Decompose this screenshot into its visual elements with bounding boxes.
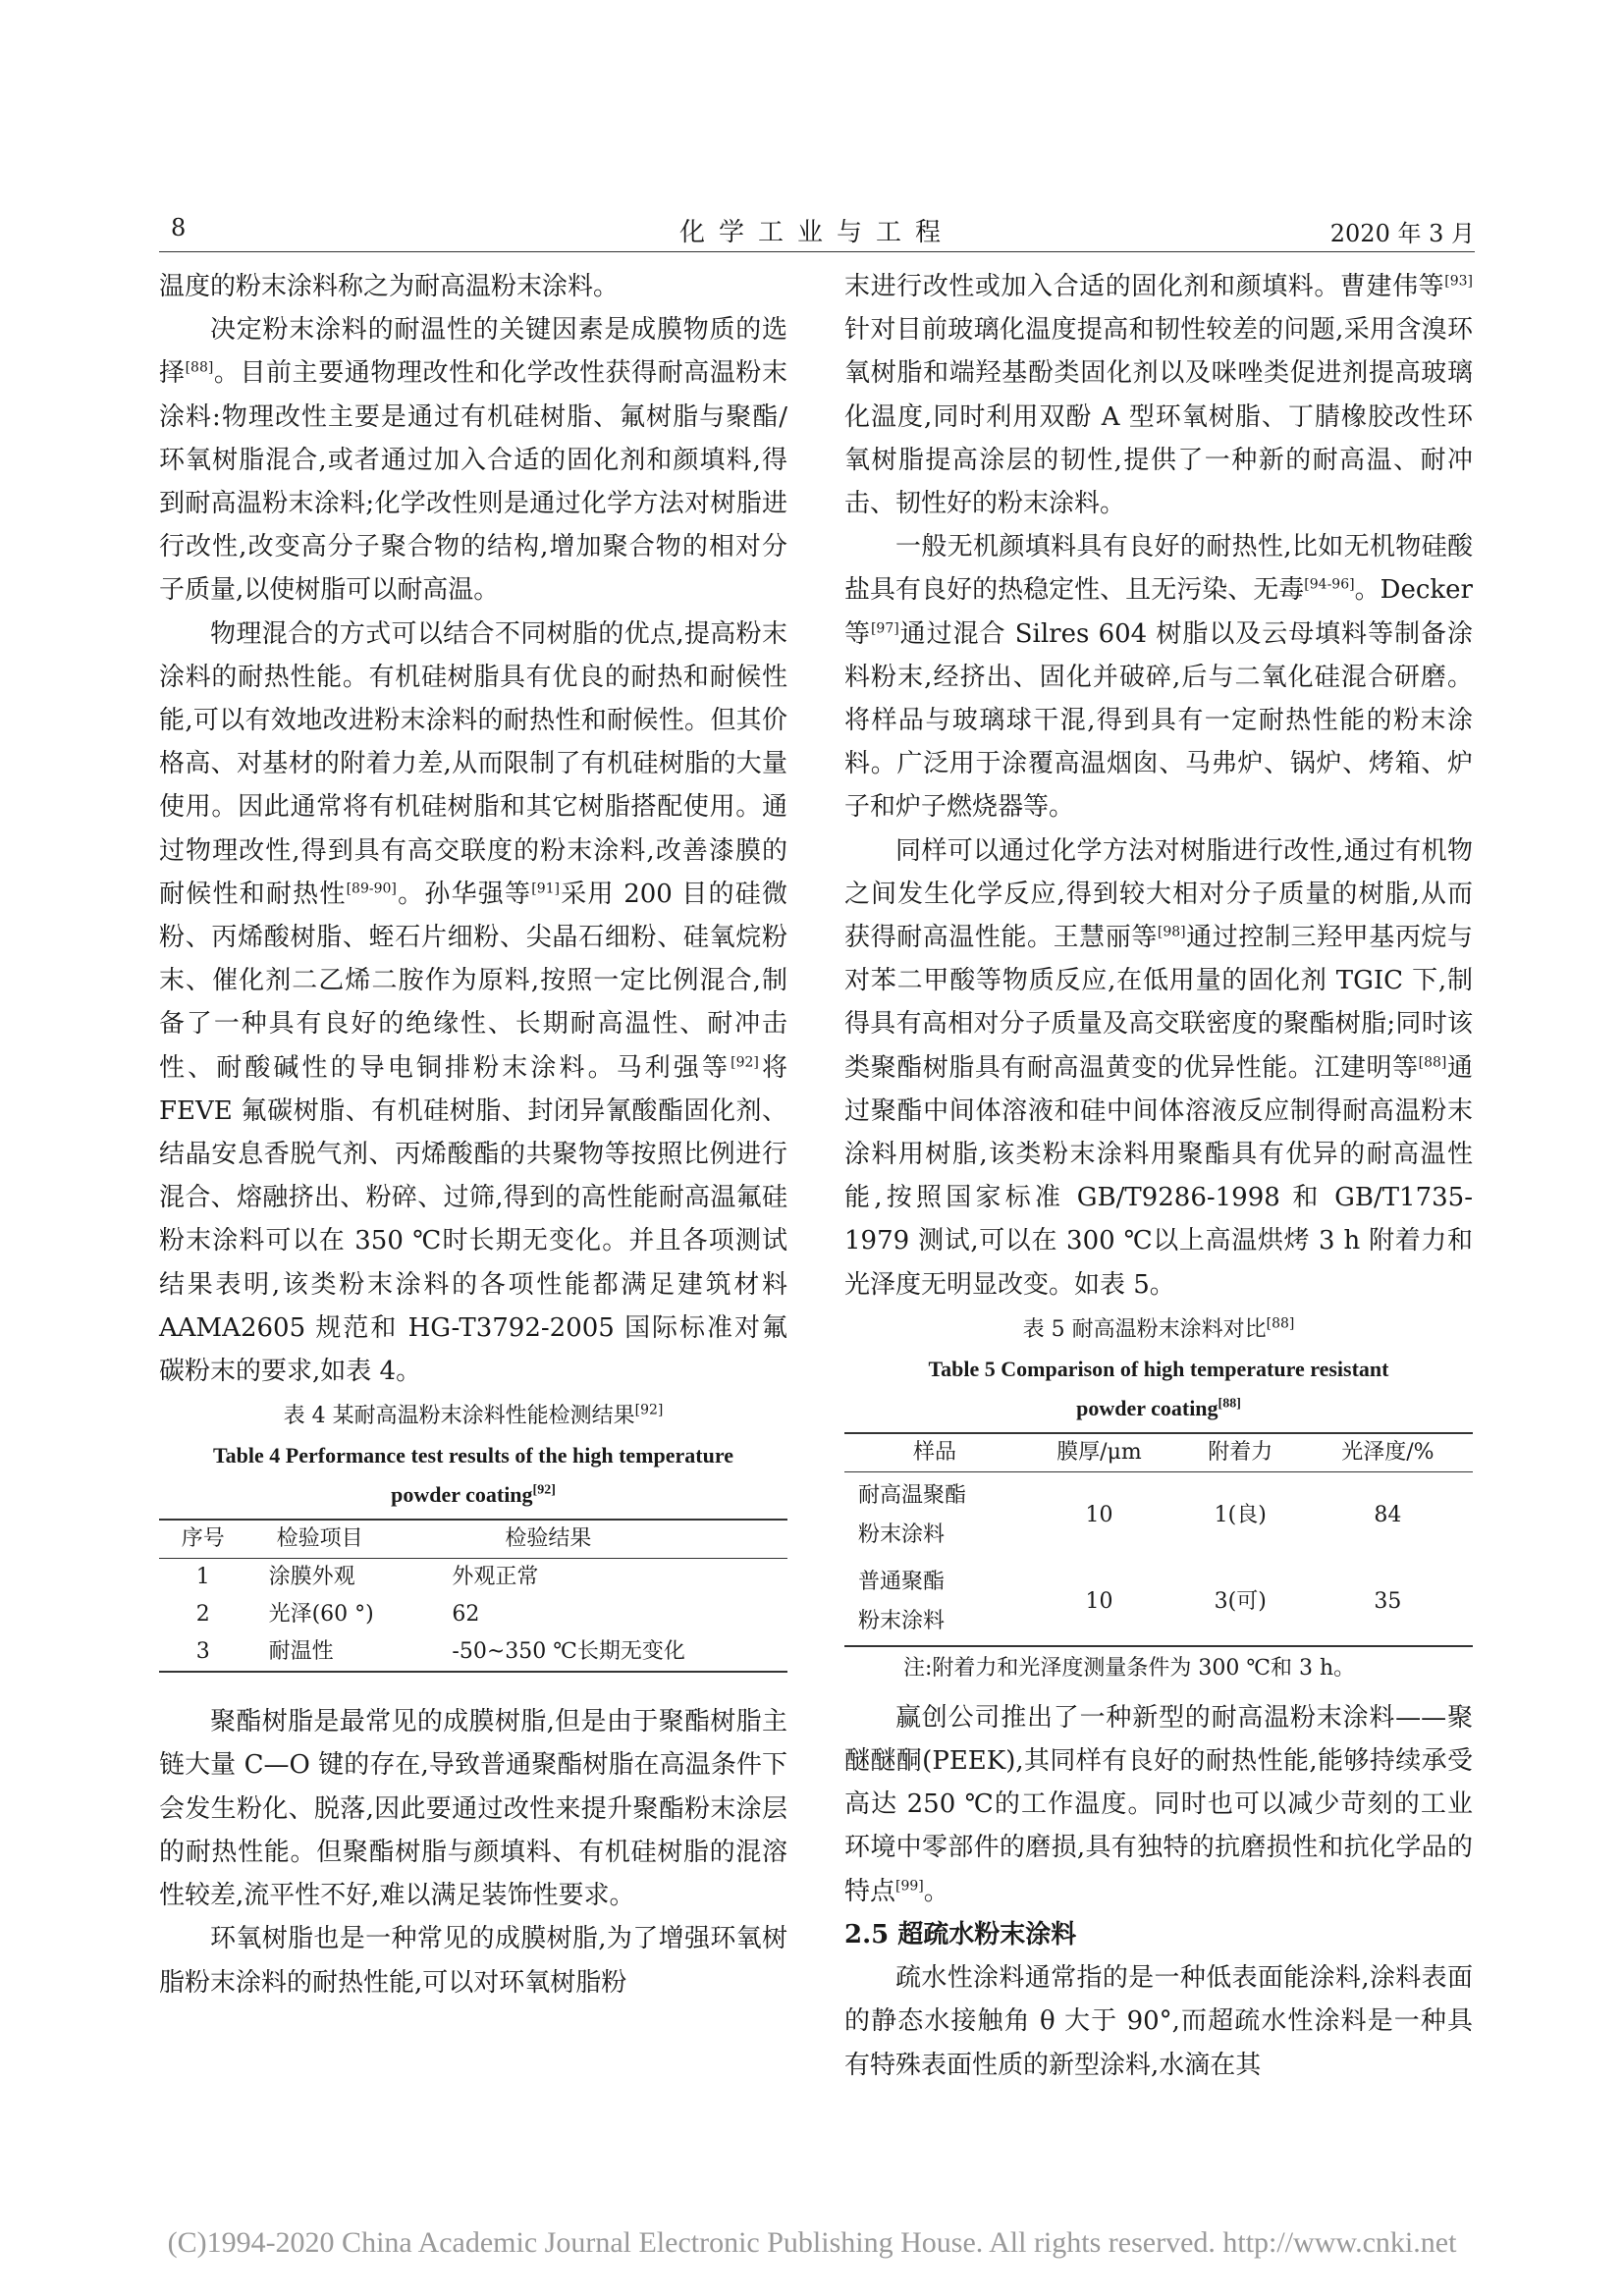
header-rule [159, 251, 1475, 252]
table-header: 序号 [159, 1520, 247, 1559]
citation: [97] [870, 619, 899, 636]
citation: [91] [531, 881, 561, 897]
table-row: 3 耐温性 -50~350 ℃长期无变化 [159, 1633, 787, 1672]
table-row: 1 涂膜外观 外观正常 [195, 1565, 539, 1590]
paragraph: 赢创公司推出了一种新型的耐高温粉末涂料——聚醚醚酮(PEEK),其同样有良好的耐热性能,能够持续承受高达 250 ℃的工作温度。同时也可以减少苛刻的工业环境中零部件的磨损,具有独特的抗磨损性和抗化学品的特点[99]。 [844, 1702, 1473, 1906]
table4-caption-en: Table 4 Performance test results of the high temperature powder coating[92] [213, 1443, 733, 1508]
table-row: 普通聚酯 粉末涂料 10 3(可) 35 [844, 1559, 1473, 1646]
page-header [159, 204, 1475, 247]
paragraph: 决定粉末涂料的耐温性的关键因素是成膜物质的选择[88]。目前主要通物理改性和化学改性获得耐高温粉末涂料:物理改性主要是通过有机硅树脂、氟树脂与聚酯/环氧树脂混合,或者通过加入合适的固化剂和颜填料,得到耐高温粉末涂料;化学改性则是通过化学方法对树脂进行改性,改变高分子聚合物的结构,增加聚合物的相对分子质量,以使树脂可以耐高温。 [159, 315, 787, 606]
table-header: 膜厚/μm [1020, 1433, 1178, 1472]
table-header: 光泽度/% [1303, 1433, 1473, 1472]
page-number: 8 [171, 214, 187, 241]
paragraph: 疏水性涂料通常指的是一种低表面能涂料,涂料表面的静态水接触角 θ 大于 90°,而超疏水性涂料是一种具有特殊表面性质的新型涂料,水滴在其 [844, 1963, 1473, 2080]
citation: [99] [895, 1878, 924, 1895]
paragraph: 物理混合的方式可以结合不同树脂的优点,提高粉末涂料的耐热性能。有机硅树脂具有优良的耐热和耐候性能,可以有效地改进粉末涂料的耐热性和耐候性。但其价格高、对基材的附着力差,从而限制了有机硅树脂的大量使用。因此通常将有机硅树脂和其它树脂搭配使用。通过物理改性,得到具有高交联度的粉末涂料,改善漆膜的耐候性和耐热性[89-90]。孙华强等[91]采用 200 目的硅微粉、丙烯酸树脂、蛭石片细粉、尖晶石细粉、硅氧烷粉末、催化剂二乙烯二胺作为原料,按照一定比例混合,制备了一种具有良好的绝缘性、长期耐高温性、耐冲击性、耐酸碱性的导电铜排粉末涂料。马利强等[92]将 FEVE 氟碳树脂、有机硅树脂、封闭异氰酸酯固化剂、结晶安息香脱气剂、丙烯酸酯的共聚物等按照比例进行混合、熔融挤出、粉碎、过筛,得到的高性能耐高温氟硅粉末涂料可以在 350 ℃时长期无变化。并且各项测试结果表明,该类粉末涂料的各项性能都满足建筑材料 AAMA2605 规范和 HG-T3792-2005 国际标准对氟碳粉末的要求,如表 4。 [159, 618, 787, 1387]
citation: [98] [1157, 924, 1186, 940]
paragraph: 环氧树脂也是一种常见的成膜树脂,为了增强环氧树脂粉末涂料的耐热性能,可以对环氧树脂粉 [159, 1924, 787, 1998]
citation: [92] [731, 1054, 759, 1070]
citation: [94-96] [1304, 576, 1355, 593]
table-header: 检验项目 [247, 1520, 417, 1559]
table5-caption-en: Table 5 Comparison of high temperature resistant powder coating[88] [928, 1356, 1389, 1420]
paragraph: 聚酯树脂是最常见的成膜树脂,但是由于聚酯树脂主链大量 C—O 键的存在,导致普通聚酯树脂在高温条件下会发生粉化、脱落,因此要通过改性来提升聚酯粉末涂层的耐热性能。但聚酯树脂与颜填料、有机硅树脂的混溶性较差,流平性不好,难以满足装饰性要求。 [159, 1707, 787, 1911]
table5-note: 注:附着力和光泽度测量条件为 300 ℃和 3 h。 [903, 1655, 1356, 1681]
paragraph: 一般无机颜填料具有良好的耐热性,比如无机物硅酸盐具有良好的热稳定性、且无污染、无毒[94-96]。Decker 等[97]通过混合 Silres 604 树脂以及云母填料等制备涂料粉末,经挤出、固化并破碎,后与二氧化硅混合研磨。将样品与玻璃球干混,得到具有一定耐热性能的粉末涂料。广泛用于涂覆高温烟囱、马弗炉、锅炉、烤箱、炉子和炉子燃烧器等。 [844, 532, 1473, 823]
journal-title: 化学工业与工程 [678, 218, 954, 247]
table-row: 耐高温聚酯 粉末涂料 10 1(良) 84 [858, 1482, 1402, 1547]
section-heading: 2.5 超疏水粉末涂料 [844, 1919, 1077, 1949]
citation: [88] [185, 359, 214, 376]
table-header: 样品 [844, 1433, 1020, 1472]
copyright-footer: (C)1994-2020 China Academic Journal Electronic Publishing House. All rights reserved. http://www.cnki.net [167, 2226, 1457, 2259]
paragraph: 温度的粉末涂料称之为耐高温粉末涂料。 [159, 272, 620, 301]
left-column [159, 265, 787, 2004]
citation: [89-90] [346, 881, 397, 897]
paragraph: 同样可以通过化学方法对树脂进行改性,通过有机物之间发生化学反应,得到较大相对分子质量的树脂,从而获得耐高温性能。王慧丽等[98]通过控制三羟甲基丙烷与对苯二甲酸等物质反应,在低用量的固化剂 TGIC 下,制得具有高相对分子质量及高交联密度的聚酯树脂;同时该类聚酯树脂具有耐高温黄变的优异性能。江建明等[88]通过聚酯中间体溶液和硅中间体溶液反应制得耐高温粉末涂料用树脂,该类粉末涂料用聚酯具有优异的耐高温性能,按照国家标准 GB/T9286-1998 和 GB/T1735-1979 测试,可以在 300 ℃以上高温烘烤 3 h 附着力和光泽度无明显改变。如表 5。 [844, 835, 1473, 1300]
table-5 [844, 1432, 1473, 1647]
paragraph: 末进行改性或加入合适的固化剂和颜填料。曹建伟等[93]针对目前玻璃化温度提高和韧性较差的问题,采用含溴环氧树脂和端羟基酚类固化剂以及咪唑类促进剂提高玻璃化温度,同时利用双酚 A 型环氧树脂、丁腈橡胶改性环氧树脂提高涂层的韧性,提供了一种新的耐高温、耐冲击、韧性好的粉末涂料。 [844, 272, 1473, 519]
table5-caption-zh: 表 5 耐高温粉末涂料对比[88] [1022, 1315, 1295, 1342]
citation: [88] [1418, 1054, 1447, 1070]
issue-date: 2020 年 3 月 [1329, 220, 1475, 247]
table-4 [159, 1519, 787, 1673]
table-header: 附着力 [1178, 1433, 1303, 1472]
citation: [93] [1444, 273, 1473, 290]
table4-caption-zh: 表 4 某耐高温粉末涂料性能检测结果[92] [283, 1402, 664, 1429]
table-row: 2 光泽(60 °) 62 [195, 1602, 480, 1628]
table-header: 检验结果 [416, 1520, 787, 1559]
right-column [844, 265, 1473, 2087]
